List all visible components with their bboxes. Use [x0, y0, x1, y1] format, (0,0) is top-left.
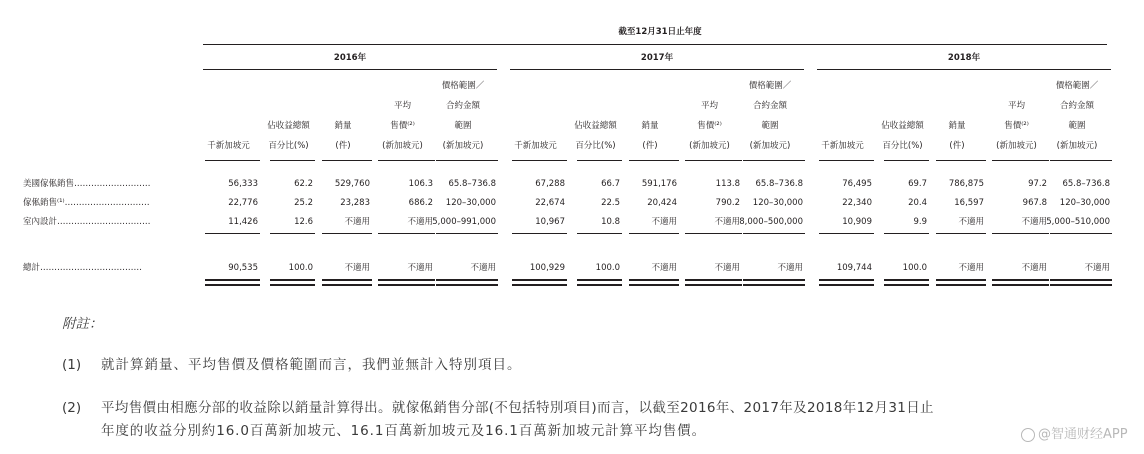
table-cell: 20,424 — [647, 198, 677, 208]
column-header-line: (新加坡元) — [1056, 141, 1098, 151]
column-header-line: 千新加坡元 — [821, 141, 864, 151]
total-double-rule — [884, 284, 929, 286]
watermark-logo-icon — [1021, 428, 1035, 442]
table-cell: 不適用 — [714, 263, 740, 273]
table-cell: 12.6 — [294, 217, 313, 227]
subtotal-rule — [819, 233, 874, 234]
total-double-rule — [378, 284, 435, 286]
table-cell: 22.5 — [601, 198, 620, 208]
column-header-underline — [743, 160, 805, 161]
column-header-line: 範圍 — [761, 121, 779, 131]
table-cell: 120–30,000 — [1059, 198, 1110, 208]
column-header-line: 銷量 — [334, 121, 352, 131]
subtotal-rule — [1050, 233, 1112, 234]
column-header-line: 平均 — [1007, 101, 1025, 111]
total-double-rule — [577, 284, 622, 286]
subtotal-rule — [629, 233, 679, 234]
column-header-line: 百分比(%) — [575, 141, 616, 151]
total-double-rule — [629, 284, 679, 286]
year-2017: 2017年 — [640, 53, 674, 63]
subtotal-rule — [685, 233, 742, 234]
subtotal-rule — [743, 233, 805, 234]
total-double-rule — [819, 279, 874, 281]
subtotal-rule — [884, 233, 929, 234]
table-cell: 120–30,000 — [752, 198, 803, 208]
table-cell: 56,333 — [228, 179, 258, 189]
total-double-rule — [1050, 284, 1112, 286]
total-double-rule — [205, 284, 260, 286]
table-cell: 786,875 — [948, 179, 984, 189]
table-cell: 67,288 — [535, 179, 565, 189]
table-cell: 不適用 — [1084, 263, 1110, 273]
total-double-rule — [436, 284, 498, 286]
table-cell: 109,744 — [836, 263, 872, 273]
table-cell: 不適用 — [714, 217, 740, 227]
table-cell: 65.8–736.8 — [448, 179, 496, 189]
total-double-rule — [270, 284, 315, 286]
column-header-underline — [378, 160, 435, 161]
table-cell: 10,967 — [535, 217, 565, 227]
total-double-rule — [629, 279, 679, 281]
column-header-underline — [819, 160, 874, 161]
column-header-line: (新加坡元) — [442, 141, 484, 151]
table-cell: 11,426 — [228, 217, 258, 227]
subtotal-rule — [322, 233, 372, 234]
column-header-underline — [884, 160, 929, 161]
column-header-line: 銷量 — [641, 121, 659, 131]
column-header-line: 平均 — [393, 101, 411, 111]
column-header-line: 千新加坡元 — [514, 141, 557, 151]
table-cell: 591,176 — [641, 179, 677, 189]
subtotal-rule — [205, 233, 260, 234]
subtotal-rule — [270, 233, 315, 234]
column-header-line: 佔收益總額 — [267, 121, 310, 131]
year-2016: 2016年 — [333, 53, 367, 63]
column-header-underline — [512, 160, 567, 161]
subtotal-rule — [436, 233, 498, 234]
table-cell: 97.2 — [1028, 179, 1047, 189]
column-header-line: 合約金額 — [752, 101, 787, 111]
table-cell: 25.2 — [294, 198, 313, 208]
total-double-rule — [743, 284, 805, 286]
note-2-marker: (2) — [62, 400, 82, 416]
column-header-line: (新加坡元) — [749, 141, 791, 151]
table-cell: 65.8–736.8 — [755, 179, 803, 189]
column-header-underline — [685, 160, 742, 161]
table-cell: 不適用 — [958, 217, 984, 227]
table-cell: 不適用 — [407, 263, 433, 273]
total-double-rule — [270, 279, 315, 281]
subtotal-rule — [992, 233, 1049, 234]
watermark-text: @智通财经APP — [1038, 427, 1128, 442]
table-cell: 8,000–500,000 — [739, 217, 803, 227]
note-2-line-2: 年度的收益分別約16.0百萬新加坡元、16.1百萬新加坡元及16.1百萬新加坡元計算平均售價。 — [101, 423, 706, 439]
total-double-rule — [992, 284, 1049, 286]
column-header-line: 範圍 — [1068, 121, 1086, 131]
row-label-interior: 室內設計…………………………… — [23, 217, 151, 227]
row-label-furniture: 傢俬銷售⁽¹⁾………………………… — [23, 198, 150, 208]
year-2018: 2018年 — [947, 53, 981, 63]
row-label-total: 總計……………………………… — [23, 263, 143, 273]
column-header-underline — [936, 160, 986, 161]
table-cell: 686.2 — [408, 198, 433, 208]
total-double-rule — [936, 284, 986, 286]
table-cell: 不適用 — [1021, 217, 1047, 227]
column-header-line: 價格範圍／ — [1055, 81, 1099, 91]
table-cell: 20.4 — [908, 198, 927, 208]
table-cell: 不適用 — [407, 217, 433, 227]
table-cell: 9.9 — [913, 217, 927, 227]
table-cell: 不適用 — [777, 263, 803, 273]
table-cell: 90,535 — [228, 263, 258, 273]
column-header-underline — [577, 160, 622, 161]
table-cell: 16,597 — [954, 198, 984, 208]
year-rule-2017 — [510, 69, 804, 70]
table-cell: 529,760 — [334, 179, 370, 189]
column-header-line: 售價⁽²⁾ — [697, 121, 722, 131]
total-double-rule — [577, 279, 622, 281]
total-double-rule — [378, 279, 435, 281]
table-cell: 790.2 — [715, 198, 740, 208]
table-cell: 22,776 — [228, 198, 258, 208]
table-cell: 100,929 — [529, 263, 565, 273]
total-double-rule — [1050, 279, 1112, 281]
total-double-rule — [884, 279, 929, 281]
table-cell: 5,000–991,000 — [432, 217, 496, 227]
table-cell: 967.8 — [1022, 198, 1047, 208]
column-header-line: 平均 — [700, 101, 718, 111]
table-cell: 不適用 — [470, 263, 496, 273]
year-rule-2018 — [817, 69, 1111, 70]
note-2-line-1: 平均售價由相應分部的收益除以銷量計算得出。就傢俬銷售分部(不包括特別項目)而言，以截至2016年、2017年及2018年12月31日止 — [101, 400, 934, 416]
column-header-underline — [322, 160, 372, 161]
total-double-rule — [512, 279, 567, 281]
table-cell: 62.2 — [294, 179, 313, 189]
year-rule-2016 — [203, 69, 497, 70]
total-double-rule — [205, 279, 260, 281]
table-cell: 120–30,000 — [445, 198, 496, 208]
column-header-line: 價格範圍／ — [748, 81, 792, 91]
column-header-line: 售價⁽²⁾ — [390, 121, 415, 131]
table-cell: 不適用 — [958, 263, 984, 273]
table-cell: 100.0 — [288, 263, 313, 273]
table-cell: 23,283 — [340, 198, 370, 208]
table-cell: 22,674 — [535, 198, 565, 208]
column-header-underline — [992, 160, 1049, 161]
row-label-us-furniture: 美國傢俬銷售……………………… — [23, 179, 151, 189]
total-double-rule — [936, 279, 986, 281]
column-header-line: (新加坡元) — [382, 141, 423, 151]
total-double-rule — [322, 279, 372, 281]
column-header-line: (新加坡元) — [996, 141, 1037, 151]
total-double-rule — [685, 279, 742, 281]
subtotal-rule — [378, 233, 435, 234]
total-double-rule — [512, 284, 567, 286]
column-header-line: (件) — [949, 141, 965, 151]
period-title: 截至12月31日止年度 — [618, 27, 702, 37]
table-cell: 69.7 — [908, 179, 927, 189]
table-cell: 不適用 — [651, 217, 677, 227]
table-cell: 不適用 — [344, 263, 370, 273]
note-1-marker: (1) — [62, 357, 82, 373]
subtotal-rule — [512, 233, 567, 234]
table-cell: 66.7 — [601, 179, 620, 189]
column-header-line: 合約金額 — [445, 101, 480, 111]
column-header-line: 百分比(%) — [268, 141, 309, 151]
table-cell: 76,495 — [842, 179, 872, 189]
column-header-line: (新加坡元) — [689, 141, 730, 151]
subtotal-rule — [577, 233, 622, 234]
table-cell: 100.0 — [902, 263, 927, 273]
column-header-underline — [205, 160, 260, 161]
column-header-underline — [436, 160, 498, 161]
table-cell: 10.8 — [601, 217, 620, 227]
total-double-rule — [685, 284, 742, 286]
table-cell: 113.8 — [715, 179, 740, 189]
table-cell: 不適用 — [651, 263, 677, 273]
column-header-underline — [1050, 160, 1112, 161]
total-double-rule — [992, 279, 1049, 281]
column-header-line: (件) — [642, 141, 658, 151]
notes-heading: 附註： — [62, 316, 103, 332]
column-header-underline — [629, 160, 679, 161]
column-header-line: 千新加坡元 — [207, 141, 250, 151]
column-header-line: 合約金額 — [1059, 101, 1094, 111]
column-header-line: (件) — [335, 141, 351, 151]
total-double-rule — [819, 284, 874, 286]
column-header-line: 銷量 — [948, 121, 966, 131]
column-header-line: 價格範圍／ — [441, 81, 485, 91]
total-double-rule — [436, 279, 498, 281]
table-cell: 不適用 — [1021, 263, 1047, 273]
table-cell: 100.0 — [595, 263, 620, 273]
total-double-rule — [322, 284, 372, 286]
column-header-line: 佔收益總額 — [574, 121, 617, 131]
column-header-line: 百分比(%) — [882, 141, 923, 151]
table-cell: 22,340 — [842, 198, 872, 208]
table-cell: 65.8–736.8 — [1062, 179, 1110, 189]
note-1-text: 就計算銷量、平均售價及價格範圍而言，我們並無計入特別項目。 — [101, 357, 522, 373]
table-cell: 不適用 — [344, 217, 370, 227]
column-header-line: 範圍 — [454, 121, 472, 131]
column-header-line: 佔收益總額 — [881, 121, 924, 131]
column-header-underline — [270, 160, 315, 161]
table-cell: 10,909 — [842, 217, 872, 227]
total-double-rule — [743, 279, 805, 281]
column-header-line: 售價⁽²⁾ — [1004, 121, 1029, 131]
table-cell: 106.3 — [408, 179, 433, 189]
subtotal-rule — [936, 233, 986, 234]
table-cell: 5,000–510,000 — [1046, 217, 1110, 227]
header-rule-top — [203, 44, 1107, 45]
